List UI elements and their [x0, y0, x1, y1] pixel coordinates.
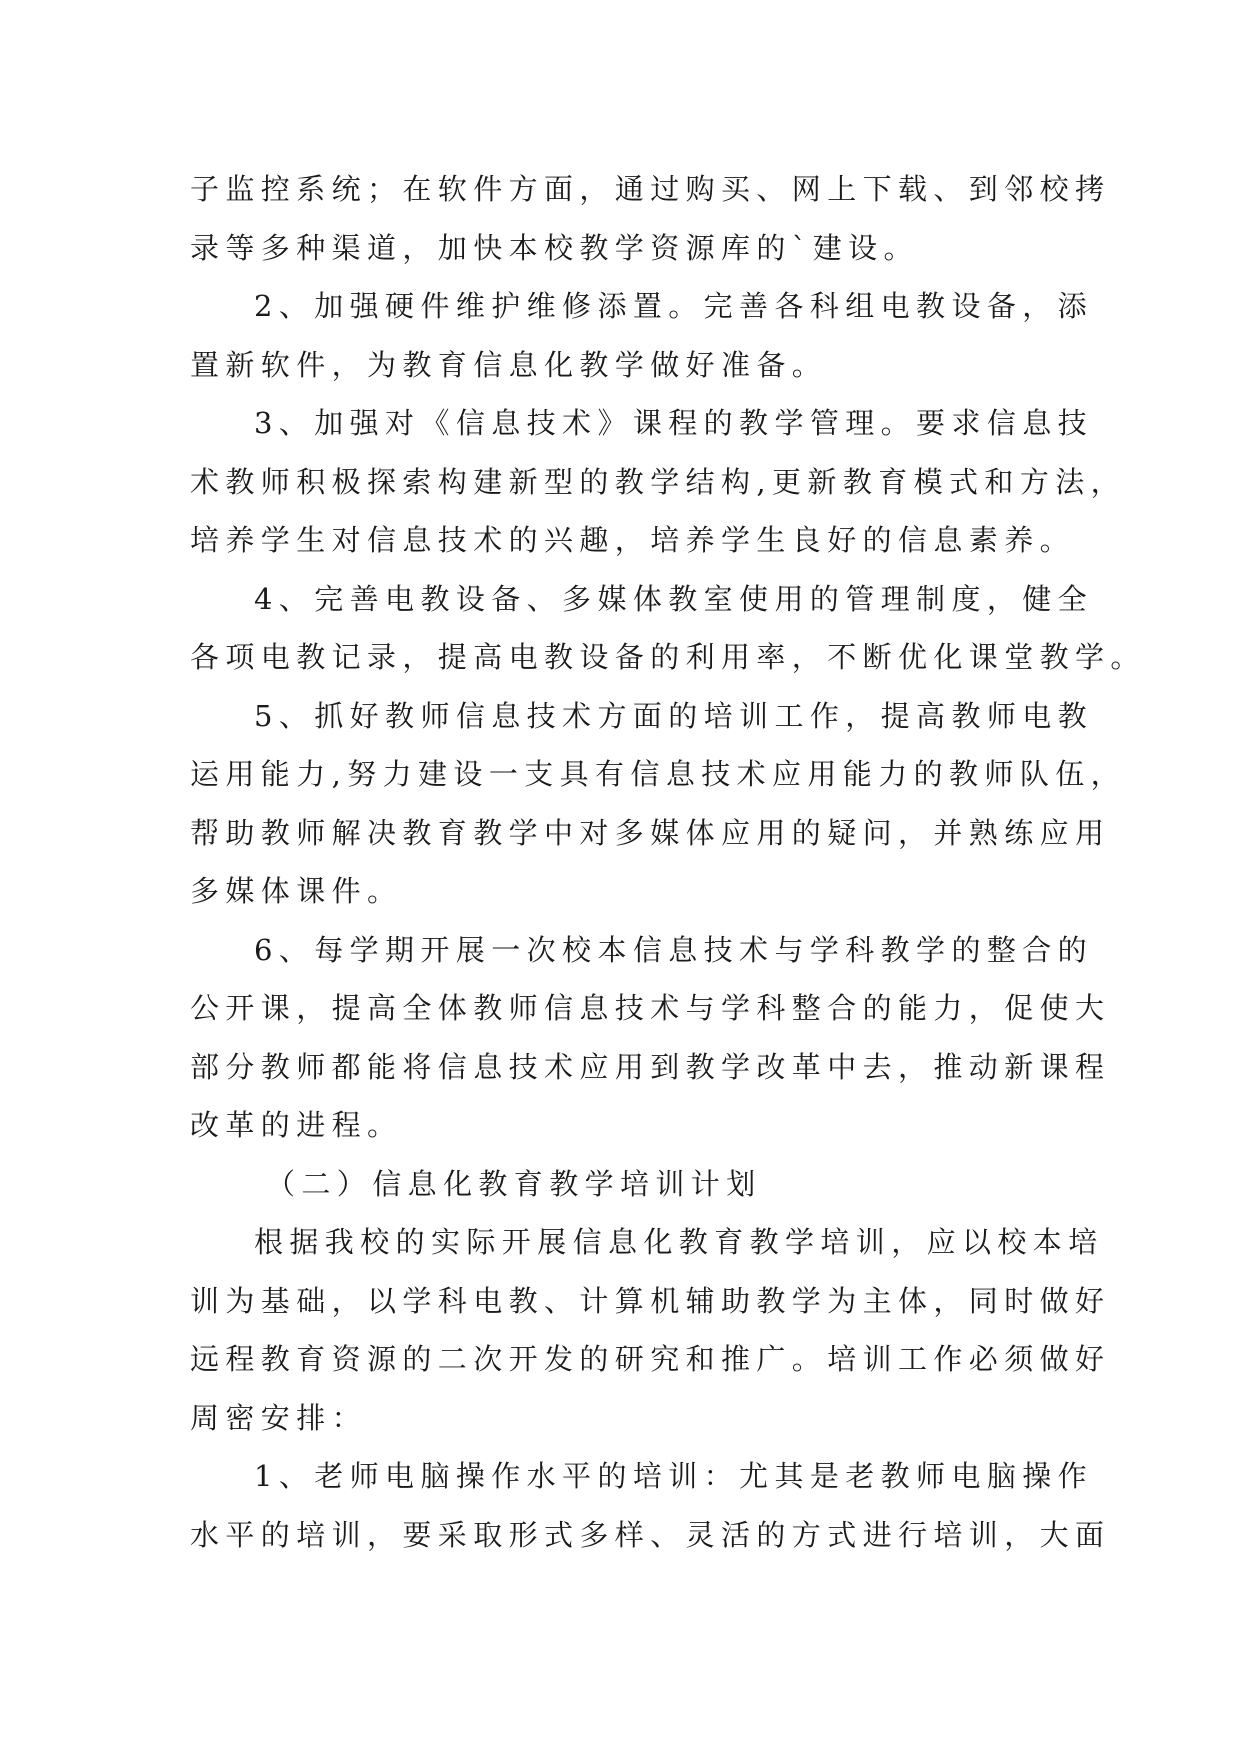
- text-line: 周密安排：: [190, 1400, 368, 1435]
- text-line: 置新软件，为教育信息化教学做好准备。: [190, 347, 828, 382]
- text-line: 水平的培训，要采取形式多样、灵活的方式进行培训，大面: [190, 1517, 1111, 1552]
- paragraph-start-line: 3、加强对《信息技术》课程的教学管理。要求信息技: [254, 406, 1094, 440]
- text-line: 录等多种渠道，加快本校教学资源库的`建设。: [190, 230, 919, 265]
- text-line: 子监控系统；在软件方面，通过购买、网上下载、到邻校拷: [190, 172, 1111, 206]
- paragraph-start-line: 2、加强硬件维护维修添置。完善各科组电教设备，添: [254, 289, 1094, 323]
- paragraph-start-line: 4、完善电教设备、多媒体教室使用的管理制度，健全: [254, 581, 1094, 616]
- paragraph-start-line: 5、抓好教师信息技术方面的培训工作，提高教师电教: [254, 698, 1094, 733]
- text-line: 多媒体课件。: [190, 874, 403, 908]
- text-line: 公开课，提高全体教师信息技术与学科整合的能力，促使大: [190, 991, 1111, 1025]
- text-line: 部分教师都能将信息技术应用到教学改革中去，推动新课程: [190, 1049, 1111, 1084]
- section-heading: （二）信息化教育教学培训计划: [266, 1166, 762, 1201]
- text-line: 训为基础，以学科电教、计算机辅助教学为主体，同时做好: [190, 1283, 1111, 1318]
- text-line: 运用能力,努力建设一支具有信息技术应用能力的教师队伍，: [190, 757, 1127, 791]
- text-line: 培养学生对信息技术的兴趣，培养学生良好的信息素养。: [190, 523, 1076, 557]
- text-line: 各项电教记录，提高电教设备的利用率，不断优化课堂教学。: [190, 640, 1146, 674]
- paragraph-start-line: 6、每学期开展一次校本信息技术与学科教学的整合的: [254, 932, 1094, 967]
- paragraph-start-line: 根据我校的实际开展信息化教育教学培训，应以校本培: [254, 1225, 1104, 1259]
- text-line: 改革的进程。: [190, 1108, 403, 1142]
- paragraph-start-line: 1、老师电脑操作水平的培训：尤其是老教师电脑操作: [254, 1459, 1094, 1493]
- document-body: [190, 160, 1146, 1564]
- text-line: 远程教育资源的二次开发的研究和推广。培训工作必须做好: [190, 1342, 1111, 1376]
- text-line: 术教师积极探索构建新型的教学结构,更新教育模式和方法，: [190, 464, 1127, 499]
- text-line: 帮助教师解决教育教学中对多媒体应用的疑问，并熟练应用: [190, 815, 1111, 850]
